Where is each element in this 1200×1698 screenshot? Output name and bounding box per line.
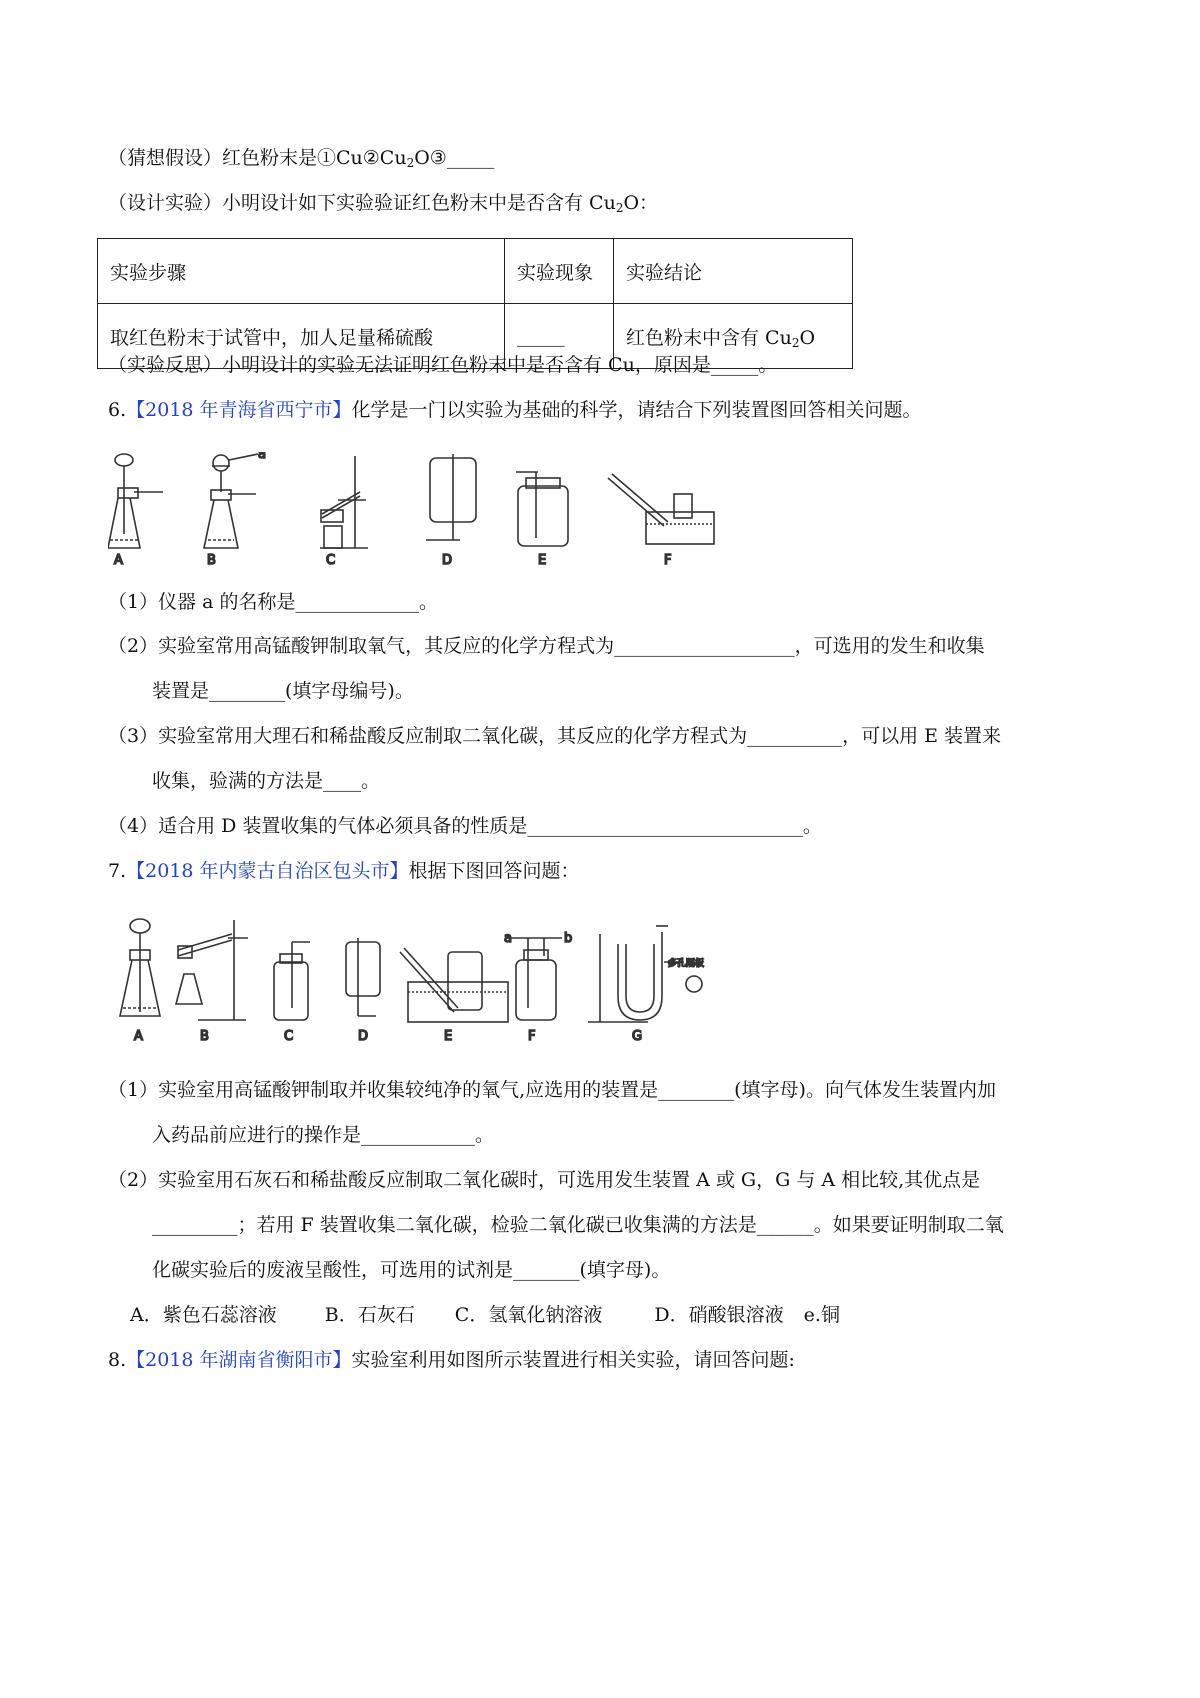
apparatus-C: [274, 942, 310, 1044]
question-7-header: 7.【2018 年内蒙古自治区包头市】根据下图回答问题：: [108, 860, 580, 882]
apparatus-B: [204, 452, 266, 568]
option: D．硝酸银溶液: [654, 1304, 784, 1326]
table-header-cell: 实验步骤: [98, 239, 505, 304]
figure-mark-porous-plate: 多孔隔板: [668, 959, 705, 969]
q6-item-2-cont: 装置是________(填字母编号)。: [152, 680, 414, 702]
option: A．紫色石蕊溶液: [130, 1304, 277, 1326]
q7-options: [130, 1302, 840, 1328]
reflection-line: （实验反思）小明设计的实验无法证明红色粉末中是否含有 Cu，原因是_____。: [108, 354, 778, 376]
apparatus-D: [426, 454, 476, 568]
figure-label: C: [326, 553, 336, 568]
table-header-cell: 实验现象: [505, 239, 614, 304]
design-line: （设计实验）小明设计如下实验验证红色粉末中是否含有 $Cu_2O$：: [108, 192, 659, 215]
apparatus-E: [516, 472, 568, 568]
table-cell: 取红色粉末于试管中，加人足量稀硫酸: [98, 304, 505, 369]
figure-mark-a: a: [504, 931, 512, 946]
figure-label: B: [200, 1029, 209, 1044]
question-8-header: 8.【2018 年湖南省衡阳市】实验室利用如图所示装置进行相关实验，请回答问题:: [108, 1349, 795, 1371]
table-cell: 红色粉末中含有 $Cu_2O$: [614, 304, 853, 369]
apparatus-A: [120, 919, 160, 1044]
figure-mark-a: a: [258, 452, 266, 462]
table-cell: _____: [505, 304, 614, 369]
apparatus-A: [108, 454, 163, 568]
figure-label: D: [442, 553, 453, 568]
q6-item-3: （3）实验室常用大理石和稀盐酸反应制取二氧化碳，其反应的化学方程式为__________，可以用 E 装置来: [108, 725, 1002, 747]
figure-label: C: [284, 1029, 294, 1044]
question-source: 【2018 年湖南省衡阳市】: [126, 1349, 352, 1371]
q7-item-1: （1）实验室用高锰酸钾制取并收集较纯净的氧气,应选用的装置是________(填字母)。向气体发生装置内加: [108, 1079, 996, 1101]
apparatus-C: [320, 456, 368, 568]
figure-label: F: [664, 553, 672, 568]
experiment-table: [97, 238, 853, 369]
apparatus-D: [346, 938, 380, 1044]
figure-label: G: [632, 1029, 643, 1044]
apparatus-B: [176, 920, 248, 1044]
figure-label: A: [134, 1029, 143, 1044]
apparatus-F: [608, 474, 714, 568]
q7-item-1-cont: 入药品前应进行的操作是____________。: [152, 1124, 495, 1146]
q6-item-4: （4）适合用 D 装置收集的气体必须具备的性质是_____________________________。: [108, 815, 822, 837]
apparatus-G: [588, 926, 704, 1044]
question-source: 【2018 年内蒙古自治区包头市】: [126, 860, 409, 882]
apparatus-figure-q6: [108, 452, 728, 570]
q6-item-2: （2）实验室常用高锰酸钾制取氧气，其反应的化学方程式为___________________，可选用的发生和收集: [108, 635, 985, 657]
question-source: 【2018 年青海省西宁市】: [126, 399, 352, 421]
option: C．氢氧化钠溶液: [454, 1304, 603, 1326]
q6-item-3-cont: 收集，验满的方法是____。: [152, 770, 381, 792]
figure-mark-b: b: [564, 931, 573, 946]
figure-label: E: [538, 553, 547, 568]
q7-item-2: （2）实验室用石灰石和稀盐酸反应制取二氧化碳时，可选用发生装置 A 或 G，G 与 A 相比较,其优点是: [108, 1169, 981, 1191]
option: B．石灰石: [324, 1304, 415, 1326]
figure-label: A: [114, 553, 123, 568]
q7-item-2-cont2: 化碳实验后的废液呈酸性，可选用的试剂是_______(填字母)。: [152, 1259, 671, 1281]
figure-label: E: [444, 1029, 453, 1044]
q6-item-1: （1）仪器 a 的名称是_____________。: [108, 591, 438, 613]
apparatus-E: [400, 948, 508, 1044]
apparatus-F: [504, 931, 572, 1044]
apparatus-figure-q7: [118, 912, 728, 1046]
option: e.铜: [803, 1304, 840, 1326]
table-header-cell: 实验结论: [614, 239, 853, 304]
question-6-header: 6.【2018 年青海省西宁市】化学是一门以实验为基础的科学，请结合下列装置图回答相关问题。: [108, 399, 922, 421]
q7-item-2-cont: _________；若用 F 装置收集二氧化碳，检验二氧化碳已收集满的方法是______。如果要证明制取二氧: [152, 1214, 1004, 1236]
figure-label: F: [528, 1029, 536, 1044]
table-header-row: [98, 239, 853, 304]
hypothesis-line: （猜想假设）红色粉末是$①Cu②Cu_2O③\_\_\_\_\_$: [108, 147, 495, 170]
figure-label: D: [358, 1029, 369, 1044]
figure-label: B: [207, 553, 216, 568]
